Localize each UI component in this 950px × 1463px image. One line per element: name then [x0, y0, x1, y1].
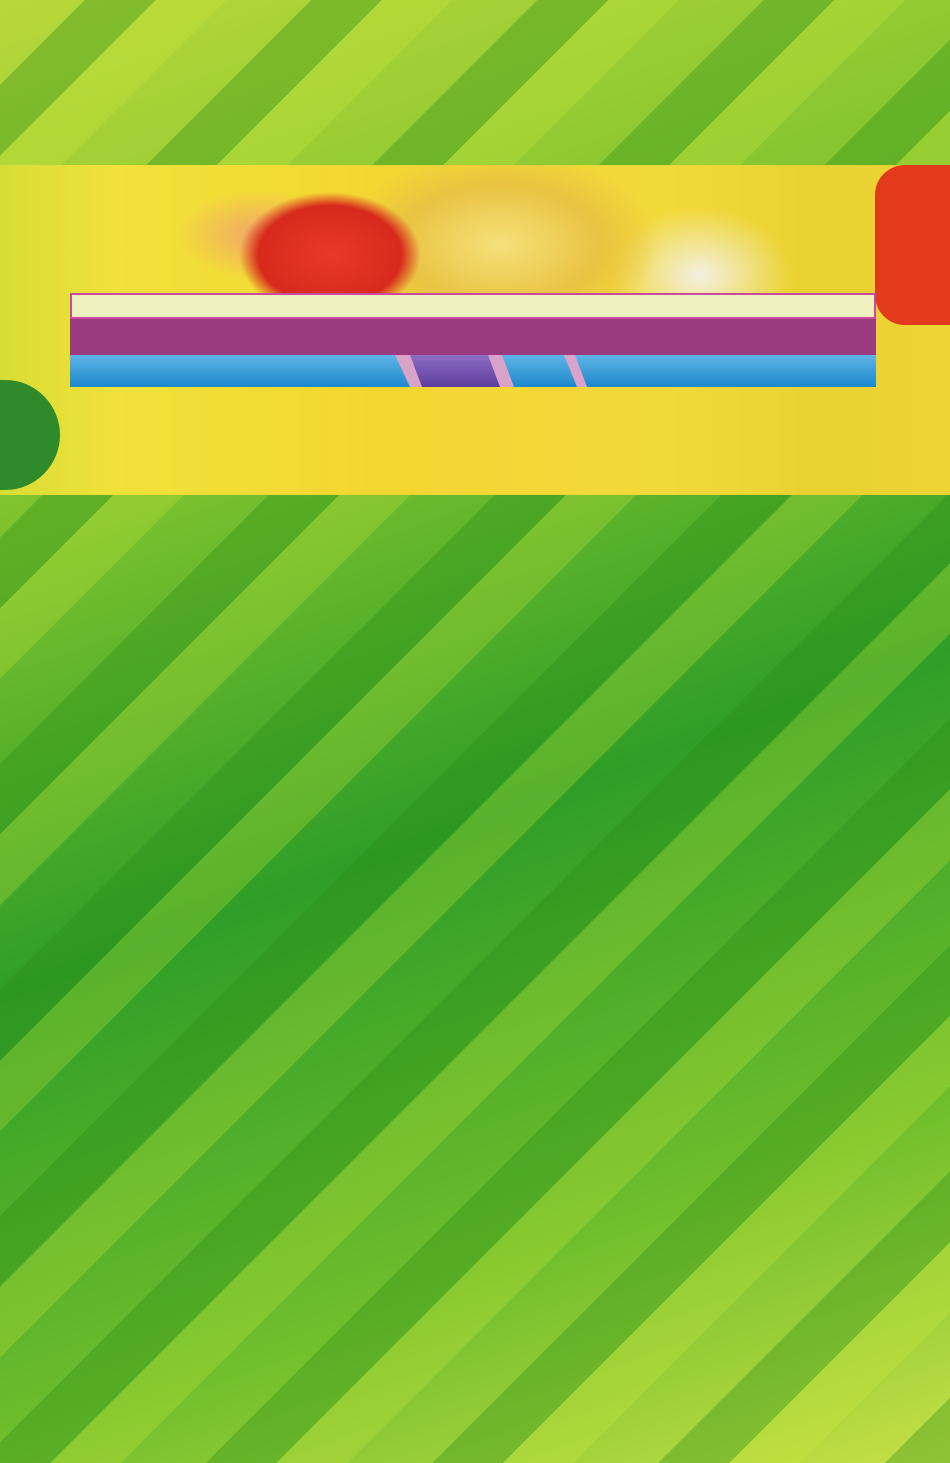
header-astm [502, 355, 577, 387]
header-typical-values [575, 355, 876, 387]
table-header [70, 355, 876, 387]
header-unit [410, 355, 500, 387]
note-row [70, 293, 876, 319]
header-test-item [70, 355, 410, 387]
package-tag [875, 165, 950, 325]
spec-panel [70, 293, 876, 1313]
